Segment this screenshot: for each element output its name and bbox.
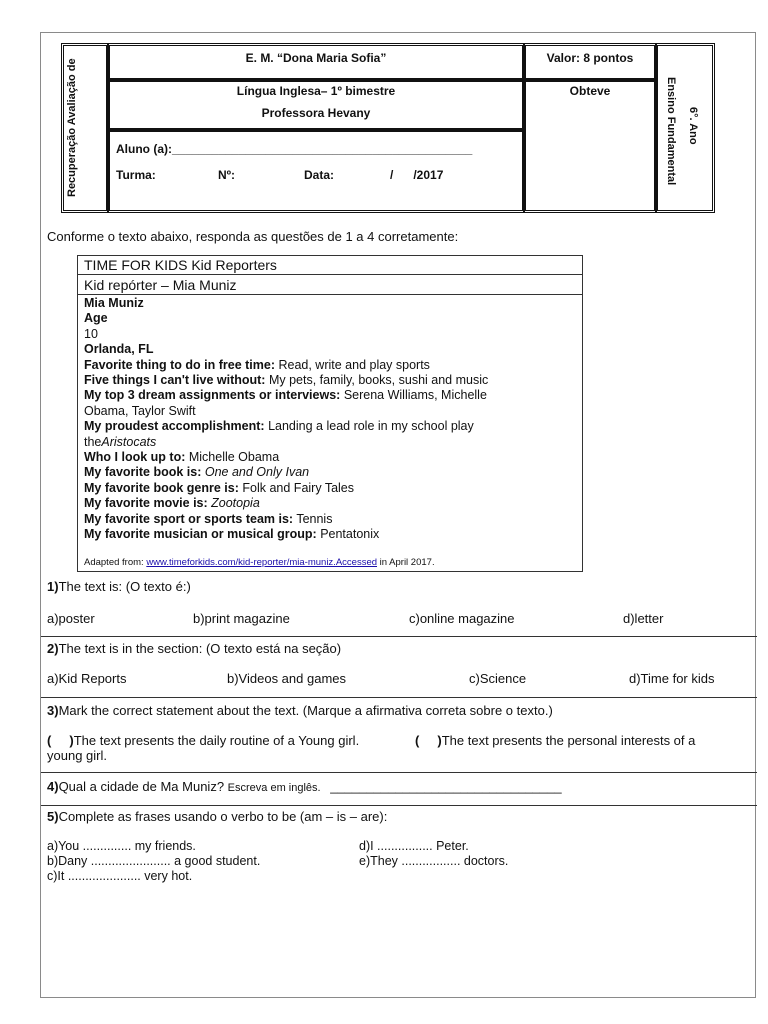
- date-label: Data:: [304, 168, 335, 182]
- q3-option-2-cont: young girl.: [47, 748, 107, 763]
- q1-option-c[interactable]: c)online magazine: [409, 611, 515, 626]
- question-1: 1)The text is: (O texto é:): [47, 579, 191, 594]
- question-2: 2)The text is in the section: (O texto está na seção): [47, 641, 342, 656]
- q4-answer-blank[interactable]: ________________________________: [330, 779, 562, 794]
- obtained-label: Obteve: [569, 84, 611, 98]
- level-label: Ensino Fundamental: [665, 76, 677, 186]
- q1-option-a[interactable]: a)poster: [47, 611, 95, 626]
- header-obtained-box: [523, 79, 657, 213]
- fact-dream-assignments-cont: Obama, Taylor Swift: [84, 403, 196, 418]
- question-3: 3)Mark the correct statement about the text. (Marque a afirmativa correta sobre o texto.): [47, 703, 553, 718]
- divider: [41, 697, 757, 698]
- header-left-label-box: [61, 43, 109, 213]
- fact-favorite-sport: My favorite sport or sports team is: Tennis: [84, 511, 333, 526]
- article-subtitle: Kid repórter – Mia Muniz: [84, 277, 237, 293]
- header-right-label-box: [655, 43, 715, 213]
- age-value: 10: [84, 326, 98, 341]
- instruction-text: Conforme o texto abaixo, responda as questões de 1 a 4 corretamente:: [47, 229, 459, 244]
- divider: [41, 636, 757, 637]
- age-label: Age: [84, 311, 108, 326]
- location: Orlanda, FL: [84, 342, 154, 357]
- q1-option-b[interactable]: b)print magazine: [193, 611, 290, 626]
- fact-free-time: Favorite thing to do in free time: Read, write and play sports: [84, 357, 430, 372]
- question-4: 4)Qual a cidade de Ma Muniz? Escreva em inglês. ________________________________: [47, 779, 562, 794]
- fact-book-genre: My favorite book genre is: Folk and Fairy Tales: [84, 480, 355, 495]
- divider: [41, 772, 757, 773]
- q2-option-b[interactable]: b)Videos and games: [227, 671, 347, 686]
- student-field[interactable]: Aluno (a):_____________________________________________: [116, 142, 473, 156]
- question-5: 5)Complete as frases usando o verbo to be (am – is – are):: [47, 809, 388, 824]
- q5-item-e[interactable]: e)They ................. doctors.: [359, 854, 509, 868]
- q2-option-d[interactable]: d)Time for kids: [629, 671, 715, 686]
- subject-line: Língua Inglesa– 1º bimestre: [236, 84, 396, 98]
- fact-look-up-to: Who I look up to: Michelle Obama: [84, 450, 280, 465]
- fact-cant-live-without: Five things I can't live without: My pets, family, books, sushi and music: [84, 373, 489, 388]
- q1-option-d[interactable]: d)letter: [623, 611, 664, 626]
- value-label: Valor: 8 pontos: [546, 51, 634, 65]
- q3-option-1[interactable]: ( )The text presents the daily routine of a Young girl.: [47, 733, 360, 748]
- header-student-box: [107, 129, 525, 213]
- teacher-line: Professora Hevany: [261, 106, 371, 120]
- q2-option-a[interactable]: a)Kid Reports: [47, 671, 127, 686]
- q5-item-c[interactable]: c)It ..................... very hot.: [47, 869, 193, 883]
- fact-dream-assignments: My top 3 dream assignments or interviews: Serena Williams, Michelle: [84, 388, 487, 403]
- grade-label: 6°. Ano: [687, 107, 699, 145]
- q5-item-b[interactable]: b)Dany ....................... a good student.: [47, 854, 261, 868]
- side-label: Recuperação Avaliação de: [66, 58, 78, 198]
- q5-item-a[interactable]: a)You .............. my friends.: [47, 839, 196, 853]
- kid-name: Mia Muniz: [84, 296, 144, 310]
- number-label: Nº:: [218, 168, 236, 182]
- school-name: E. M. “Dona Maria Sofia”: [245, 51, 387, 65]
- q5-item-d[interactable]: d)I ................ Peter.: [359, 839, 469, 853]
- source-line: Adapted from: www.timeforkids.com/kid-reporter/mia-muniz.Accessed in April 2017.: [84, 557, 435, 568]
- article-body: [84, 296, 578, 543]
- article-subtitle-box: [77, 274, 583, 295]
- header-subject-box: [107, 79, 525, 131]
- worksheet-page: [40, 32, 756, 998]
- fact-accomplishment-cont: theAristocats: [84, 434, 157, 449]
- source-link[interactable]: www.timeforkids.com/kid-reporter/mia-muniz.Accessed: [146, 557, 378, 568]
- class-label: Turma:: [116, 168, 156, 182]
- fact-favorite-musician: My favorite musician or musical group: Pentatonix: [84, 527, 380, 542]
- q3-option-2[interactable]: ( )The text presents the personal interests of a: [415, 733, 696, 748]
- article-title-box: [77, 255, 583, 275]
- header-value-box: [523, 43, 657, 81]
- article-body-box: [77, 294, 583, 572]
- fact-accomplishment: My proudest accomplishment: Landing a lead role in my school play: [84, 419, 474, 434]
- q2-option-c[interactable]: c)Science: [469, 671, 527, 686]
- date-value: / /2017: [390, 168, 444, 182]
- divider: [41, 805, 757, 806]
- fact-favorite-movie: My favorite movie is: Zootopia: [84, 496, 260, 511]
- fact-favorite-book: My favorite book is: One and Only Ivan: [84, 465, 310, 480]
- article-title: TIME FOR KIDS Kid Reporters: [84, 257, 277, 273]
- header-school-box: [107, 43, 525, 81]
